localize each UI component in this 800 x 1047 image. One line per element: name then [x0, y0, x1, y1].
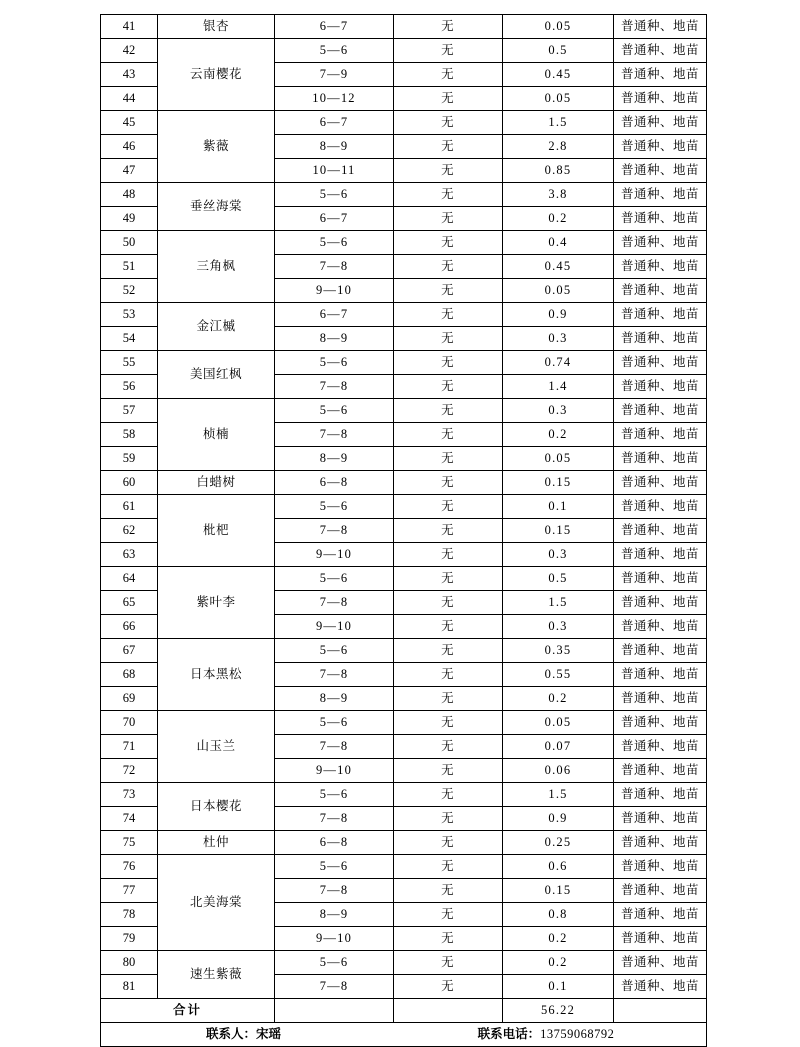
cell-serial-number: 44 [101, 87, 158, 111]
cell-plant-name: 速生紫薇 [158, 951, 275, 999]
cell-specification: 7—8 [275, 519, 394, 543]
cell-specification: 5—6 [275, 39, 394, 63]
cell-serial-number: 71 [101, 735, 158, 759]
cell-serial-number: 78 [101, 903, 158, 927]
contact-phone [386, 1028, 706, 1041]
cell-specification: 5—6 [275, 399, 394, 423]
cell-quantity: 0.5 [503, 39, 614, 63]
cell-quantity: 0.2 [503, 927, 614, 951]
cell-none-marker: 无 [394, 207, 503, 231]
cell-remark: 普通种、地苗 [614, 519, 707, 543]
cell-serial-number: 42 [101, 39, 158, 63]
cell-serial-number: 73 [101, 783, 158, 807]
cell-none-marker: 无 [394, 711, 503, 735]
cell-specification: 9—10 [275, 927, 394, 951]
cell-plant-name: 云南樱花 [158, 39, 275, 111]
cell-specification: 5—6 [275, 639, 394, 663]
cell-none-marker: 无 [394, 351, 503, 375]
cell-remark: 普通种、地苗 [614, 663, 707, 687]
table-body [101, 15, 707, 1047]
cell-remark: 普通种、地苗 [614, 951, 707, 975]
cell-quantity: 0.5 [503, 567, 614, 591]
cell-remark: 普通种、地苗 [614, 279, 707, 303]
cell-quantity: 0.3 [503, 399, 614, 423]
table-row [101, 855, 707, 879]
cell-specification: 5—6 [275, 231, 394, 255]
total-remark-empty [614, 999, 707, 1023]
cell-remark: 普通种、地苗 [614, 231, 707, 255]
cell-remark: 普通种、地苗 [614, 303, 707, 327]
table-row [101, 495, 707, 519]
cell-none-marker: 无 [394, 807, 503, 831]
cell-serial-number: 52 [101, 279, 158, 303]
cell-quantity: 0.25 [503, 831, 614, 855]
cell-specification: 5—6 [275, 783, 394, 807]
cell-specification: 8—9 [275, 135, 394, 159]
cell-serial-number: 43 [101, 63, 158, 87]
cell-specification: 7—8 [275, 879, 394, 903]
cell-serial-number: 58 [101, 423, 158, 447]
cell-quantity: 1.5 [503, 783, 614, 807]
cell-remark: 普通种、地苗 [614, 711, 707, 735]
cell-none-marker: 无 [394, 831, 503, 855]
cell-remark: 普通种、地苗 [614, 255, 707, 279]
cell-specification: 7—8 [275, 735, 394, 759]
cell-none-marker: 无 [394, 951, 503, 975]
cell-remark: 普通种、地苗 [614, 471, 707, 495]
cell-plant-name: 山玉兰 [158, 711, 275, 783]
cell-plant-name: 紫叶李 [158, 567, 275, 639]
table-row [101, 831, 707, 855]
cell-serial-number: 45 [101, 111, 158, 135]
cell-none-marker: 无 [394, 399, 503, 423]
table-row [101, 783, 707, 807]
cell-quantity: 0.15 [503, 879, 614, 903]
cell-specification: 10—12 [275, 87, 394, 111]
cell-none-marker: 无 [394, 255, 503, 279]
cell-specification: 7—8 [275, 975, 394, 999]
cell-remark: 普通种、地苗 [614, 639, 707, 663]
cell-quantity: 0.4 [503, 231, 614, 255]
cell-specification: 7—8 [275, 807, 394, 831]
cell-none-marker: 无 [394, 159, 503, 183]
cell-none-marker: 无 [394, 495, 503, 519]
cell-quantity: 0.85 [503, 159, 614, 183]
cell-remark: 普通种、地苗 [614, 807, 707, 831]
cell-quantity: 1.5 [503, 591, 614, 615]
cell-serial-number: 76 [101, 855, 158, 879]
cell-quantity: 0.3 [503, 543, 614, 567]
cell-none-marker: 无 [394, 879, 503, 903]
cell-remark: 普通种、地苗 [614, 687, 707, 711]
cell-remark: 普通种、地苗 [614, 567, 707, 591]
table-row [101, 303, 707, 327]
cell-remark: 普通种、地苗 [614, 759, 707, 783]
cell-remark: 普通种、地苗 [614, 903, 707, 927]
cell-specification: 7—8 [275, 591, 394, 615]
cell-none-marker: 无 [394, 279, 503, 303]
cell-specification: 6—7 [275, 111, 394, 135]
cell-quantity: 0.2 [503, 951, 614, 975]
cell-remark: 普通种、地苗 [614, 447, 707, 471]
cell-specification: 5—6 [275, 495, 394, 519]
cell-serial-number: 41 [101, 15, 158, 39]
cell-quantity: 0.15 [503, 519, 614, 543]
table-row [101, 399, 707, 423]
cell-none-marker: 无 [394, 783, 503, 807]
cell-quantity: 0.05 [503, 15, 614, 39]
cell-quantity: 0.55 [503, 663, 614, 687]
cell-none-marker: 无 [394, 471, 503, 495]
cell-quantity: 0.6 [503, 855, 614, 879]
cell-quantity: 3.8 [503, 183, 614, 207]
cell-none-marker: 无 [394, 687, 503, 711]
cell-remark: 普通种、地苗 [614, 351, 707, 375]
cell-specification: 9—10 [275, 543, 394, 567]
cell-plant-name: 银杏 [158, 15, 275, 39]
cell-none-marker: 无 [394, 519, 503, 543]
total-spec-empty [275, 999, 394, 1023]
cell-remark: 普通种、地苗 [614, 399, 707, 423]
total-none-empty [394, 999, 503, 1023]
table-row [101, 183, 707, 207]
cell-specification: 5—6 [275, 351, 394, 375]
cell-serial-number: 60 [101, 471, 158, 495]
cell-specification: 7—8 [275, 255, 394, 279]
cell-plant-name: 金江槭 [158, 303, 275, 351]
cell-specification: 6—7 [275, 303, 394, 327]
cell-serial-number: 46 [101, 135, 158, 159]
cell-serial-number: 57 [101, 399, 158, 423]
cell-serial-number: 54 [101, 327, 158, 351]
cell-none-marker: 无 [394, 543, 503, 567]
table-row [101, 15, 707, 39]
footer-row [101, 1023, 707, 1047]
cell-quantity: 1.5 [503, 111, 614, 135]
cell-plant-name: 美国红枫 [158, 351, 275, 399]
cell-serial-number: 56 [101, 375, 158, 399]
cell-remark: 普通种、地苗 [614, 543, 707, 567]
cell-plant-name: 桢楠 [158, 399, 275, 471]
cell-quantity: 0.45 [503, 63, 614, 87]
cell-remark: 普通种、地苗 [614, 111, 707, 135]
cell-plant-name: 垂丝海棠 [158, 183, 275, 231]
cell-specification: 7—8 [275, 663, 394, 687]
cell-serial-number: 77 [101, 879, 158, 903]
table-row [101, 639, 707, 663]
cell-remark: 普通种、地苗 [614, 327, 707, 351]
cell-remark: 普通种、地苗 [614, 783, 707, 807]
cell-remark: 普通种、地苗 [614, 879, 707, 903]
cell-serial-number: 64 [101, 567, 158, 591]
cell-remark: 普通种、地苗 [614, 159, 707, 183]
cell-serial-number: 79 [101, 927, 158, 951]
total-quantity: 56.22 [503, 999, 614, 1023]
cell-none-marker: 无 [394, 903, 503, 927]
cell-serial-number: 62 [101, 519, 158, 543]
cell-none-marker: 无 [394, 375, 503, 399]
cell-quantity: 0.9 [503, 807, 614, 831]
cell-quantity: 1.4 [503, 375, 614, 399]
cell-none-marker: 无 [394, 639, 503, 663]
cell-none-marker: 无 [394, 183, 503, 207]
table-total-row [101, 999, 707, 1023]
cell-specification: 7—8 [275, 375, 394, 399]
cell-remark: 普通种、地苗 [614, 927, 707, 951]
cell-serial-number: 66 [101, 615, 158, 639]
cell-specification: 8—9 [275, 903, 394, 927]
cell-specification: 6—8 [275, 471, 394, 495]
table-row [101, 711, 707, 735]
cell-quantity: 0.05 [503, 87, 614, 111]
total-label: 合计 [101, 999, 275, 1023]
cell-plant-name: 三角枫 [158, 231, 275, 303]
cell-none-marker: 无 [394, 39, 503, 63]
cell-remark: 普通种、地苗 [614, 87, 707, 111]
cell-serial-number: 48 [101, 183, 158, 207]
contact-person: 联系人：宋瑶 [205, 1026, 281, 1041]
cell-none-marker: 无 [394, 615, 503, 639]
cell-remark: 普通种、地苗 [614, 831, 707, 855]
cell-serial-number: 70 [101, 711, 158, 735]
cell-specification: 9—10 [275, 615, 394, 639]
cell-plant-name: 白蜡树 [158, 471, 275, 495]
table-row [101, 471, 707, 495]
cell-serial-number: 49 [101, 207, 158, 231]
cell-quantity: 0.2 [503, 423, 614, 447]
cell-remark: 普通种、地苗 [614, 423, 707, 447]
contact-phone-number: 13759068792 [540, 1026, 615, 1041]
cell-none-marker: 无 [394, 423, 503, 447]
cell-serial-number: 63 [101, 543, 158, 567]
cell-quantity: 2.8 [503, 135, 614, 159]
cell-remark: 普通种、地苗 [614, 615, 707, 639]
cell-remark: 普通种、地苗 [614, 495, 707, 519]
cell-serial-number: 74 [101, 807, 158, 831]
cell-none-marker: 无 [394, 927, 503, 951]
cell-specification: 8—9 [275, 327, 394, 351]
table-row [101, 231, 707, 255]
cell-none-marker: 无 [394, 111, 503, 135]
cell-none-marker: 无 [394, 735, 503, 759]
cell-remark: 普通种、地苗 [614, 207, 707, 231]
cell-quantity: 0.2 [503, 687, 614, 711]
cell-quantity: 0.8 [503, 903, 614, 927]
cell-none-marker: 无 [394, 447, 503, 471]
cell-specification: 7—8 [275, 423, 394, 447]
cell-serial-number: 67 [101, 639, 158, 663]
cell-specification: 8—9 [275, 687, 394, 711]
footer-cell [101, 1023, 707, 1047]
cell-none-marker: 无 [394, 591, 503, 615]
cell-none-marker: 无 [394, 855, 503, 879]
cell-plant-name: 北美海棠 [158, 855, 275, 951]
cell-quantity: 0.1 [503, 975, 614, 999]
table-row [101, 39, 707, 63]
cell-remark: 普通种、地苗 [614, 375, 707, 399]
cell-serial-number: 80 [101, 951, 158, 975]
cell-quantity: 0.2 [503, 207, 614, 231]
cell-none-marker: 无 [394, 303, 503, 327]
cell-specification: 9—10 [275, 279, 394, 303]
cell-specification: 5—6 [275, 951, 394, 975]
cell-serial-number: 47 [101, 159, 158, 183]
cell-specification: 5—6 [275, 183, 394, 207]
seedling-inventory-table [100, 14, 707, 1047]
table-row [101, 951, 707, 975]
cell-remark: 普通种、地苗 [614, 735, 707, 759]
contact-phone-label: 联系电话： [477, 1026, 541, 1041]
cell-none-marker: 无 [394, 327, 503, 351]
cell-remark: 普通种、地苗 [614, 39, 707, 63]
cell-quantity: 0.05 [503, 447, 614, 471]
cell-none-marker: 无 [394, 15, 503, 39]
cell-quantity: 0.9 [503, 303, 614, 327]
table-row [101, 567, 707, 591]
cell-quantity: 0.74 [503, 351, 614, 375]
cell-plant-name: 紫薇 [158, 111, 275, 183]
cell-serial-number: 61 [101, 495, 158, 519]
table-row [101, 351, 707, 375]
cell-quantity: 0.05 [503, 279, 614, 303]
cell-serial-number: 65 [101, 591, 158, 615]
cell-serial-number: 68 [101, 663, 158, 687]
table-row [101, 111, 707, 135]
cell-remark: 普通种、地苗 [614, 855, 707, 879]
cell-remark: 普通种、地苗 [614, 15, 707, 39]
cell-serial-number: 72 [101, 759, 158, 783]
cell-specification: 7—9 [275, 63, 394, 87]
cell-quantity: 0.1 [503, 495, 614, 519]
cell-quantity: 0.15 [503, 471, 614, 495]
cell-none-marker: 无 [394, 231, 503, 255]
cell-remark: 普通种、地苗 [614, 63, 707, 87]
cell-specification: 5—6 [275, 855, 394, 879]
cell-none-marker: 无 [394, 663, 503, 687]
cell-quantity: 0.3 [503, 615, 614, 639]
cell-serial-number: 51 [101, 255, 158, 279]
cell-serial-number: 81 [101, 975, 158, 999]
cell-quantity: 0.3 [503, 327, 614, 351]
cell-plant-name: 杜仲 [158, 831, 275, 855]
cell-specification: 10—11 [275, 159, 394, 183]
cell-remark: 普通种、地苗 [614, 591, 707, 615]
cell-serial-number: 53 [101, 303, 158, 327]
cell-specification: 5—6 [275, 711, 394, 735]
cell-quantity: 0.07 [503, 735, 614, 759]
cell-quantity: 0.35 [503, 639, 614, 663]
cell-quantity: 0.45 [503, 255, 614, 279]
cell-specification: 9—10 [275, 759, 394, 783]
cell-serial-number: 69 [101, 687, 158, 711]
cell-serial-number: 55 [101, 351, 158, 375]
cell-none-marker: 无 [394, 975, 503, 999]
cell-remark: 普通种、地苗 [614, 183, 707, 207]
cell-none-marker: 无 [394, 63, 503, 87]
cell-specification: 6—7 [275, 207, 394, 231]
cell-specification: 6—7 [275, 15, 394, 39]
cell-plant-name: 日本樱花 [158, 783, 275, 831]
cell-specification: 6—8 [275, 831, 394, 855]
cell-none-marker: 无 [394, 567, 503, 591]
cell-plant-name: 枇杷 [158, 495, 275, 567]
cell-serial-number: 59 [101, 447, 158, 471]
cell-specification: 8—9 [275, 447, 394, 471]
cell-serial-number: 75 [101, 831, 158, 855]
cell-none-marker: 无 [394, 759, 503, 783]
cell-quantity: 0.06 [503, 759, 614, 783]
cell-quantity: 0.05 [503, 711, 614, 735]
cell-plant-name: 日本黑松 [158, 639, 275, 711]
cell-remark: 普通种、地苗 [614, 135, 707, 159]
cell-none-marker: 无 [394, 87, 503, 111]
cell-specification: 5—6 [275, 567, 394, 591]
cell-serial-number: 50 [101, 231, 158, 255]
cell-remark: 普通种、地苗 [614, 975, 707, 999]
cell-none-marker: 无 [394, 135, 503, 159]
